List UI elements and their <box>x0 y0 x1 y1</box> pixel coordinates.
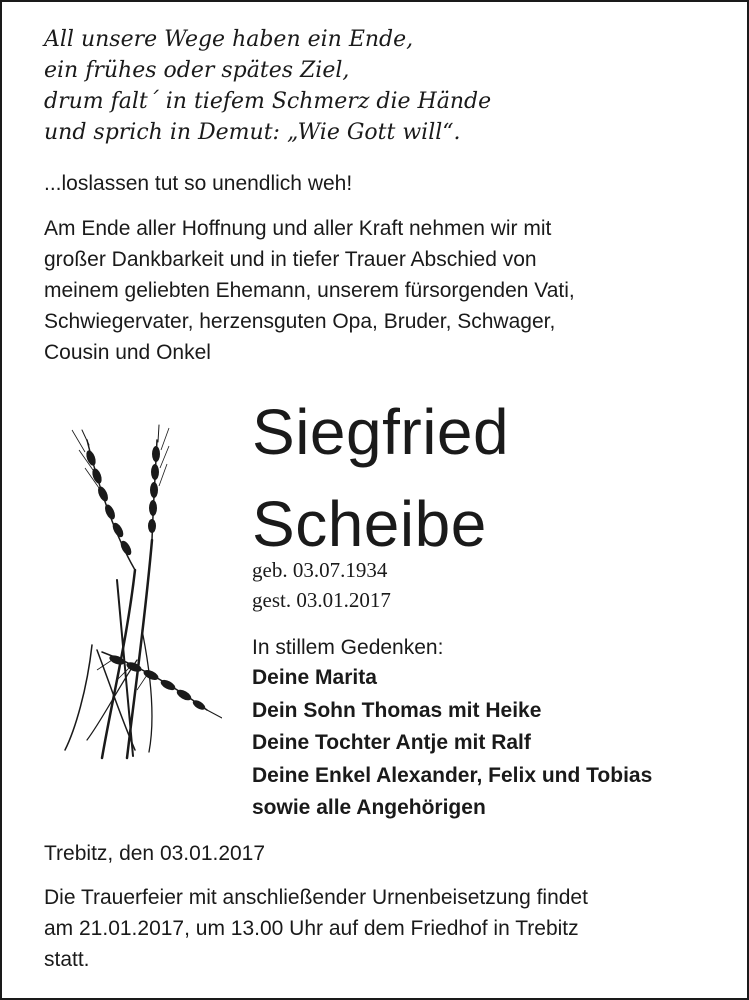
mourner: Dein Sohn Thomas mit Heike <box>252 698 542 722</box>
farewell-line: Cousin und Onkel <box>44 341 211 364</box>
funeral-line: am 21.01.2017, um 13.00 Uhr auf dem Friedhof in Trebitz <box>44 917 579 940</box>
place-date: Trebitz, den 03.01.2017 <box>44 842 266 865</box>
farewell-line: meinem geliebten Ehemann, unserem fürsorgenden Vati, <box>44 279 575 302</box>
poem <box>44 24 491 148</box>
poem-line: ein frühes oder spätes Ziel, <box>44 58 350 83</box>
mourner: Deine Tochter Antje mit Ralf <box>252 731 531 754</box>
birth-date: geb. 03.07.1934 <box>252 558 388 582</box>
mourner: Deine Enkel Alexander, Felix und Tobias <box>252 763 653 787</box>
funeral-info <box>44 882 724 975</box>
funeral-line: Die Trauerfeier mit anschließender Urnenbeisetzung findet <box>44 886 588 909</box>
wheat-ears-icon <box>57 420 222 760</box>
mourners-list <box>252 662 652 825</box>
first-name: Siegfried <box>252 396 510 468</box>
mourner: sowie alle Angehörigen <box>252 796 486 819</box>
farewell-line: Am Ende aller Hoffnung und aller Kraft nehmen wir mit <box>44 217 552 240</box>
memory-label: In stillem Gedenken: <box>252 636 444 659</box>
deceased-name <box>252 386 509 570</box>
farewell-line: Schwiegervater, herzensguten Opa, Bruder, Schwager, <box>44 310 556 333</box>
death-date: gest. 03.01.2017 <box>252 588 391 612</box>
life-dates <box>252 555 391 615</box>
mourner: Deine Marita <box>252 666 377 689</box>
poem-line: drum falt´ in tiefem Schmerz die Hände <box>44 89 492 114</box>
last-name: Scheibe <box>252 488 487 560</box>
farewell-paragraph <box>44 213 724 368</box>
intro-text: ...loslassen tut so unendlich weh! <box>44 172 353 195</box>
poem-line: All unsere Wege haben ein Ende, <box>44 27 414 52</box>
farewell-line: großer Dankbarkeit und in tiefer Trauer Abschied von <box>44 248 537 271</box>
poem-line: und sprich in Demut: „Wie Gott will“. <box>44 120 461 145</box>
funeral-line: statt. <box>44 948 90 971</box>
